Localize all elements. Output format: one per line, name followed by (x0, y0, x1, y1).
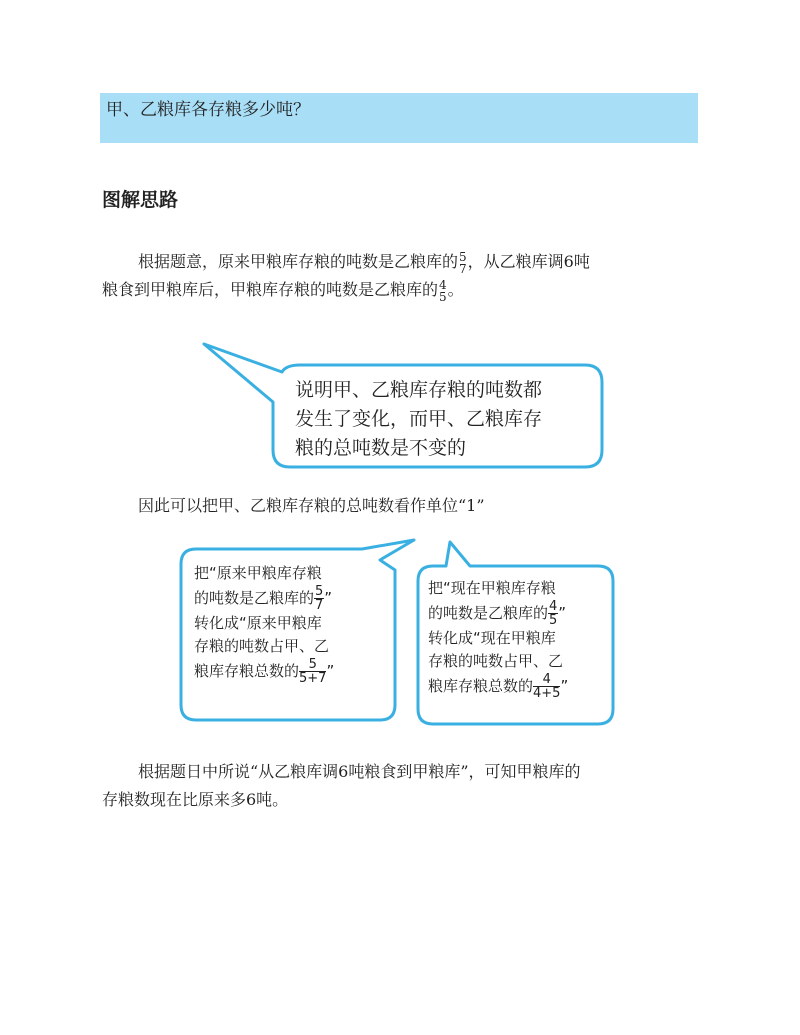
text-segment: ，从乙粮库调6吨 (467, 252, 590, 271)
paragraph-line: 因此可以把甲、乙粮库存粮的总吨数看作单位“1” (138, 496, 485, 515)
text-segment: ” (560, 677, 569, 695)
fraction (548, 600, 558, 627)
bubble-line: 说明甲、乙粮库存粮的吨数都 (295, 379, 543, 401)
text-segment: 的吨数是乙粮库的 (428, 604, 549, 622)
fraction-denominator: 5 (549, 613, 558, 628)
bubble-line: 把“原来甲粮库存粮 (194, 564, 322, 582)
text-segment: ” (326, 662, 335, 680)
text-segment: 。 (447, 280, 464, 299)
bubble-line: 转化成“原来甲粮库 (194, 614, 322, 632)
text-segment: 粮库存粮总数的 (428, 677, 534, 695)
bubble-line: 发生了变化，而甲、乙粮库存 (295, 408, 543, 430)
fraction-denominator: 4+5 (533, 686, 561, 701)
text-segment: 根据题意，原来甲粮库存粮的吨数是乙粮库的 (138, 252, 459, 271)
fraction-numerator: 4 (549, 599, 558, 614)
bubble-line (428, 673, 618, 700)
paragraph-line: 根据题日中所说“从乙粮库调6吨粮食到甲粮库”，可知甲粮库的 (138, 762, 581, 781)
fraction-numerator: 4 (533, 673, 560, 687)
fraction (299, 658, 326, 685)
bubble-line (194, 585, 384, 612)
bubble-line: 存粮的吨数占甲、乙 (194, 637, 330, 655)
paragraph-unit (102, 492, 702, 520)
bubble-line (194, 658, 384, 685)
fraction-numerator: 5 (299, 658, 326, 672)
fraction-denominator: 5 (439, 289, 447, 304)
fraction-denominator: 7 (315, 598, 324, 613)
bubble-line: 存粮的吨数占甲、乙 (428, 652, 564, 670)
fraction (314, 585, 324, 612)
fraction-denominator: 7 (459, 261, 467, 276)
fraction-numerator: 5 (459, 249, 467, 264)
section-title: 图解思路 (102, 189, 179, 211)
fraction (533, 673, 560, 700)
bubble-line (428, 600, 618, 627)
speech-bubble-1-text (295, 376, 595, 463)
speech-bubble-3-text (428, 577, 618, 700)
bubble-line: 粮的总吨数是不变的 (295, 437, 467, 459)
fraction-numerator: 5 (315, 584, 324, 599)
question-text: 甲、乙粮库各存粮多少吨？ (106, 100, 310, 120)
text-segment: ” (324, 589, 333, 607)
text-segment: 的吨数是乙粮库的 (194, 589, 315, 607)
fraction-numerator: 4 (439, 277, 447, 292)
speech-bubble-2-text (194, 562, 384, 685)
paragraph-line: 存粮数现在比原来多6吨。 (102, 790, 289, 809)
bubble-line: 转化成“现在甲粮库 (428, 629, 556, 647)
bubble-line: 把“现在甲粮库存粮 (428, 579, 556, 597)
paragraph-conclusion (102, 758, 702, 814)
text-segment: 粮食到甲粮库后，甲粮库存粮的吨数是乙粮库的 (102, 280, 439, 299)
text-segment: 粮库存粮总数的 (194, 662, 300, 680)
fraction-denominator: 5+7 (299, 671, 327, 686)
text-segment: ” (558, 604, 567, 622)
